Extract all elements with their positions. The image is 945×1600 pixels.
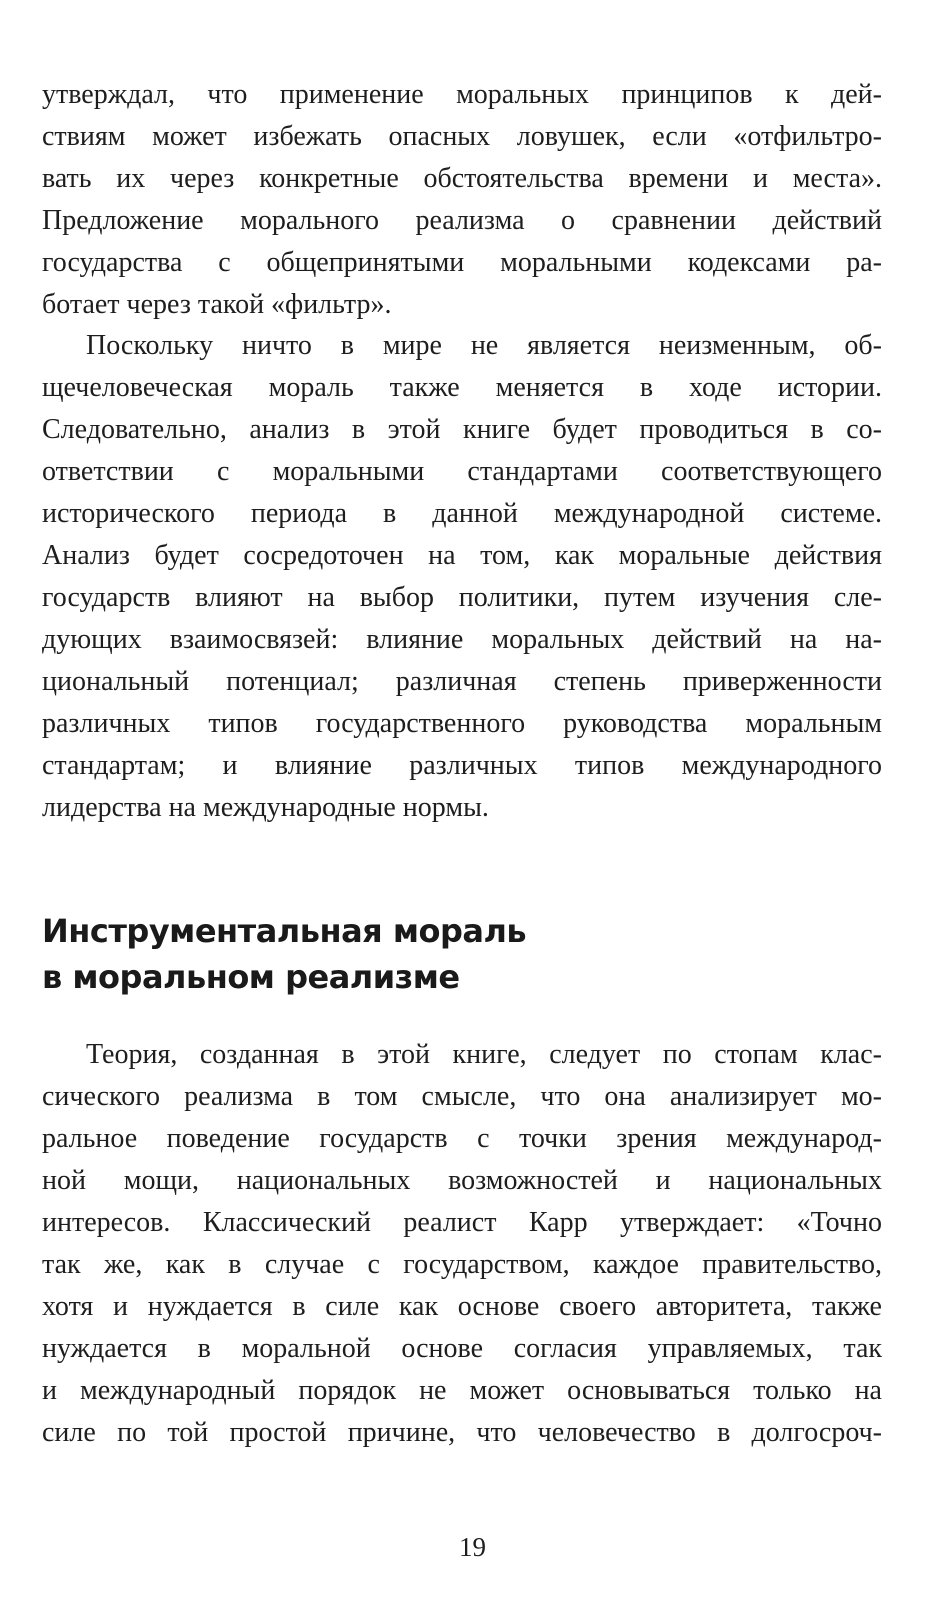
text-line: ствиям может избежать опасных ловушек, если «отфильтро-: [42, 121, 882, 152]
text-line: государства с общепринятыми моральными кодексами ра-: [42, 247, 882, 278]
text-line: дующих взаимосвязей: влияние моральных действий на на-: [42, 624, 882, 655]
text-line: Поскольку ничто в мире не является неизменным, об-: [86, 330, 882, 361]
text-line: силе по той простой причине, что человечество в долгосроч-: [42, 1417, 882, 1448]
text-line: нуждается в моральной основе согласия управляемых, так: [42, 1333, 882, 1364]
text-line: государств влияют на выбор политики, путем изучения сле-: [42, 582, 882, 613]
text-line: ботает через такой «фильтр».: [42, 289, 392, 320]
text-line: циональный потенциал; различная степень приверженности: [42, 666, 882, 697]
paragraph-continuation: [42, 74, 882, 326]
text-line: Следовательно, анализ в этой книге будет проводиться в со-: [42, 414, 882, 445]
text-line: лидерства на международные нормы.: [42, 792, 489, 823]
text-line: и международный порядок не может основываться только на: [42, 1375, 882, 1406]
text-line: ральное поведение государств с точки зрения международ-: [42, 1123, 882, 1154]
text-line: сического реализма в том смысле, что она анализирует мо-: [42, 1081, 882, 1112]
paragraph-morality-history: [42, 325, 882, 829]
text-line: так же, как в случае с государством, каждое правительство,: [42, 1249, 882, 1280]
text-line: утверждал, что применение моральных принципов к дей-: [42, 79, 882, 110]
text-line: Теория, созданная в этой книге, следует по стопам клас-: [86, 1039, 882, 1070]
text-line: различных типов государственного руководства моральным: [42, 708, 882, 739]
section-heading-line-1: Инструментальная мораль: [42, 912, 527, 950]
text-line: вать их через конкретные обстоятельства времени и места».: [42, 163, 882, 194]
section-heading: [42, 908, 882, 1000]
text-line: стандартам; и влияние различных типов международного: [42, 750, 882, 781]
text-line: ответствии с моральными стандартами соответствующего: [42, 456, 882, 487]
text-line: щечеловеческая мораль также меняется в ходе истории.: [42, 372, 882, 403]
text-line: Предложение морального реализма о сравнении действий: [42, 205, 882, 236]
section-heading-line-2: в моральном реализме: [42, 958, 460, 996]
text-line: ной мощи, национальных возможностей и национальных: [42, 1165, 882, 1196]
text-line: исторического периода в данной международной системе.: [42, 498, 882, 529]
text-line: интересов. Классический реалист Карр утверждает: «Точно: [42, 1207, 882, 1238]
text-line: Анализ будет сосредоточен на том, как моральные действия: [42, 540, 882, 571]
paragraph-instrumental-morality: [42, 1034, 882, 1454]
text-line: хотя и нуждается в силе как основе своего авторитета, также: [42, 1291, 882, 1322]
page-number: 19: [459, 1532, 486, 1562]
